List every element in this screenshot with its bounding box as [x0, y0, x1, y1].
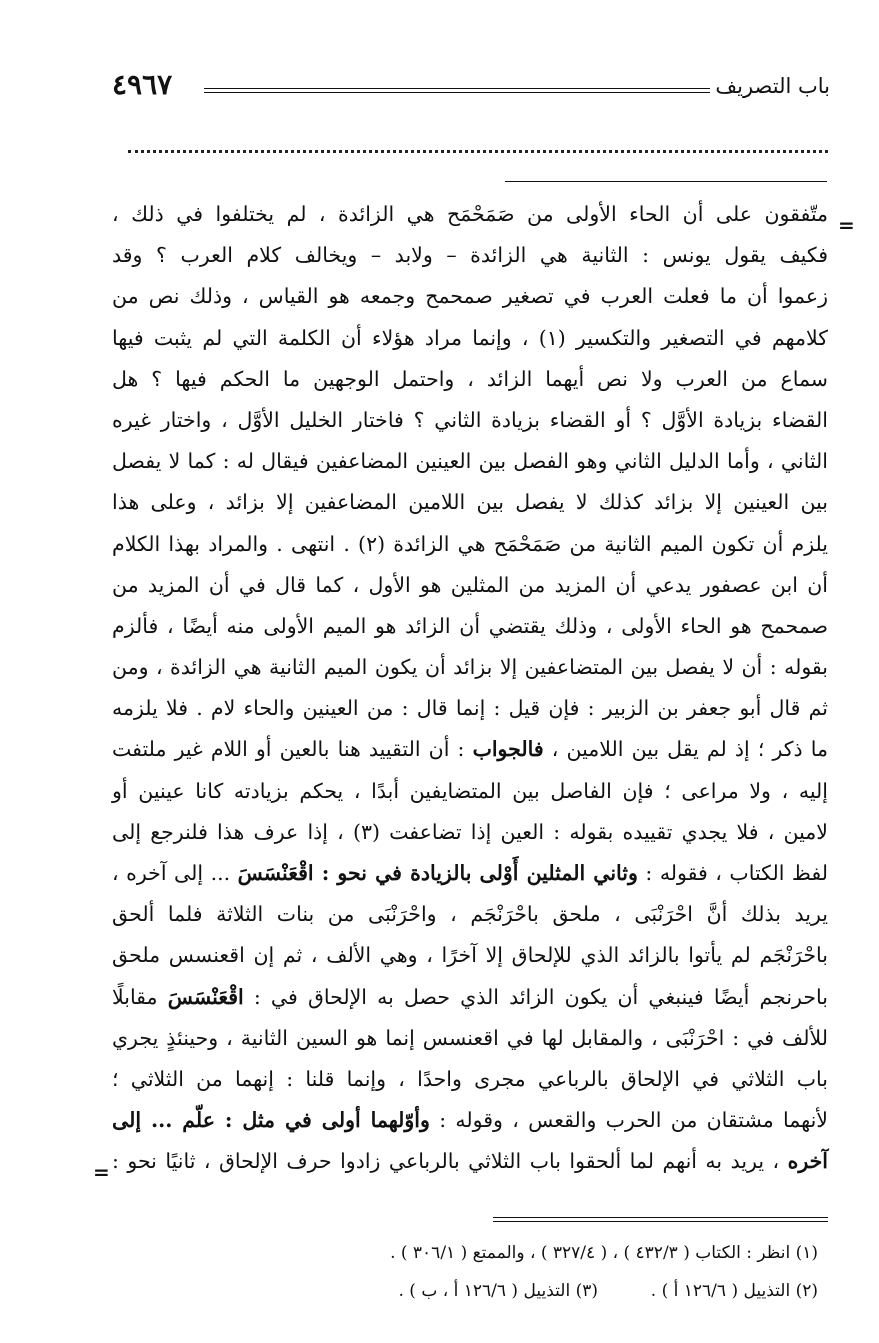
text-line [112, 606, 828, 647]
footnote-3: (٣) التذييل ( ١٢٦/٦ أ ، ب ) . [398, 1281, 598, 1301]
text-segment: مقابلًا [112, 984, 168, 1009]
footnote-rule [493, 1217, 828, 1222]
text-segment: فكيف يقول يونس : الثانية هي الزائدة – ولابد – ويخالف كلام العرب ؟ وقد [112, 243, 828, 268]
header-rule [204, 88, 710, 93]
bold-quote: فالجواب [472, 737, 544, 762]
text-segment: لفظ الكتاب ، فقوله : [637, 861, 828, 885]
text-line [112, 359, 828, 400]
running-title: باب التصريف [715, 74, 830, 98]
bold-quote: آخره [787, 1149, 828, 1174]
text-segment: سماع من العرب ولا نص أيهما الزائد ، واحتمل الوجهين ما الحكم فيها ؟ هل [112, 366, 828, 391]
text-line [112, 688, 828, 729]
footnote-row-1 [170, 1234, 818, 1272]
text-segment: ... إلى آخره ، [112, 861, 238, 885]
footnote-1: (١) انظر : الكتاب ( ٤٣٢/٣ ) ، ( ٣٢٧/٤ ) ، والممتع ( ٣٠٦/١ ) . [390, 1243, 818, 1263]
continuation-mark-end: = [93, 1160, 110, 1184]
text-segment: ثم قال أبو جعفر بن الزبير : فإن قيل : إنما قال : من العينين والحاء لام . فلا يلزمه [112, 696, 828, 721]
footnotes [170, 1234, 818, 1310]
text-segment: أن ابن عصفور يدعي أن المزيد من المثلين هو الأول ، كما قال في أن المزيد من [112, 572, 828, 597]
text-segment: متّفقون على أن الحاء الأولى من صَمَحْمَح هي الزائدة ، لم يختلفوا في ذلك ، [112, 202, 828, 226]
text-segment: يريد بذلك أنَّ احْرَنْبَى ، ملحق باحْرَنْجَم ، واحْرَنْبَى من بنات الثلاثة فلما ألحق [112, 902, 828, 927]
text-segment: زعموا أن ما فعلت العرب في تصغير صمحمح وجمعه هو القياس ، وذلك نص من [112, 284, 828, 309]
text-line [112, 771, 828, 812]
text-segment: القضاء بزيادة الأوَّل ؟ أو القضاء بزيادة الثاني ؟ فاختار الخليل الأوَّل ، واختار غيره [112, 407, 828, 432]
text-segment: كلامهم في التصغير والتكسير (١) ، وإنما مراد هؤلاء أن الكلمة التي لم يثبت فيها [112, 325, 828, 350]
text-segment: ما ذكر ؛ إذ لم يقل بين اللامين ، [543, 737, 828, 762]
dotted-separator [128, 150, 828, 153]
text-line [112, 1018, 828, 1059]
text-line [112, 812, 828, 853]
text-line [112, 894, 828, 935]
text-segment: إليه ، ولا مراعى ؛ فإن الفاصل بين المتضايفين أبدًا ، يحكم بزيادته كانا عينين أو [112, 778, 828, 803]
footnote-2: (٢) التذييل ( ١٢٦/٦ أ ) . [650, 1281, 818, 1301]
text-segment: : أن التقييد هنا بالعين أو اللام غير ملتفت [112, 737, 473, 762]
text-line [112, 647, 828, 688]
text-segment: بقوله : أن لا يفصل بين المتضاعفين إلا بزائد أن يكون الميم الثانية هي الزائدة ، ومن [112, 655, 828, 680]
bold-quote: وأوّلهما أولى في مثل : علّم ... إلى [112, 1108, 430, 1133]
text-segment: باب الثلاثي في الإلحاق بالرباعي مجرى واحدًا ، وإنما قلنا : إنهما من الثلاثي ؛ [112, 1066, 828, 1091]
text-line [112, 400, 828, 441]
text-line [112, 1059, 828, 1100]
main-text [112, 194, 828, 1183]
text-line [112, 194, 828, 235]
text-line [112, 977, 828, 1018]
text-segment: يلزم أن تكون الميم الثانية من صَمَحْمَح هي الزائدة (٢) . انتهى . والمراد بهذا الكلام [112, 531, 828, 556]
text-line [112, 276, 828, 317]
bold-quote: وثاني المثلين أَوْلى بالزيادة في نحو : اقْعَنْسَسَ [237, 861, 638, 885]
text-line [112, 482, 828, 523]
bold-quote: اقْعَنْسَسَ [167, 984, 244, 1009]
text-line [112, 565, 828, 606]
text-segment: باحْرَنْجَم لم يأتوا بالزائد الذي للإلحاق إلا آخرًا ، وهي الألف ، ثم إن اقعنسس ملحق [112, 943, 828, 968]
text-line [112, 1141, 828, 1182]
continuation-mark-start: = [838, 213, 855, 237]
text-line [112, 935, 828, 976]
text-line [112, 441, 828, 482]
text-line [112, 524, 828, 565]
text-line [112, 1100, 828, 1141]
text-line [112, 853, 828, 894]
text-segment: الثاني ، وأما الدليل الثاني وهو الفصل بين العينين المضاعفين فيقال له : كما لا يفصل [112, 449, 828, 474]
text-line [112, 729, 828, 770]
text-segment: بين العينين إلا بزائد كذلك لا يفصل بين اللامين المضاعفين إلا بزائد ، وعلى هذا [112, 490, 828, 515]
text-line [112, 318, 828, 359]
page-header [112, 68, 830, 108]
text-segment: للألف في : احْرَنْبَى ، والمقابل لها في اقعنسس إنما هو السين الثانية ، وحينئذٍ يجري [112, 1025, 828, 1050]
page-number: ٤٩٦٧ [112, 68, 173, 101]
text-segment: لامين ، فلا يجدي تقييده بقوله : العين إذا تضاعفت (٣) ، إذا عرف هذا فلنرجع إلى [112, 819, 828, 844]
text-segment: ، يريد به أنهم لما ألحقوا باب الثلاثي بالرباعي زادوا حرف الإلحاق ، ثانيًا نحو : [112, 1149, 788, 1174]
text-segment: لأنهما مشتقان من الحرب والقعس ، وقوله : [429, 1108, 828, 1133]
text-segment: باحرنجم أيضًا فينبغي أن يكون الزائد الذي حصل به الإلحاق في : [243, 984, 828, 1009]
text-line [112, 235, 828, 276]
footnote-row-2 [170, 1272, 818, 1310]
text-segment: صمحمح هو الحاء الأولى ، وذلك يقتضي أن الزائد هو الميم الأولى منه أيضًا ، فألزم [112, 613, 828, 638]
text-start-rule [505, 181, 827, 182]
